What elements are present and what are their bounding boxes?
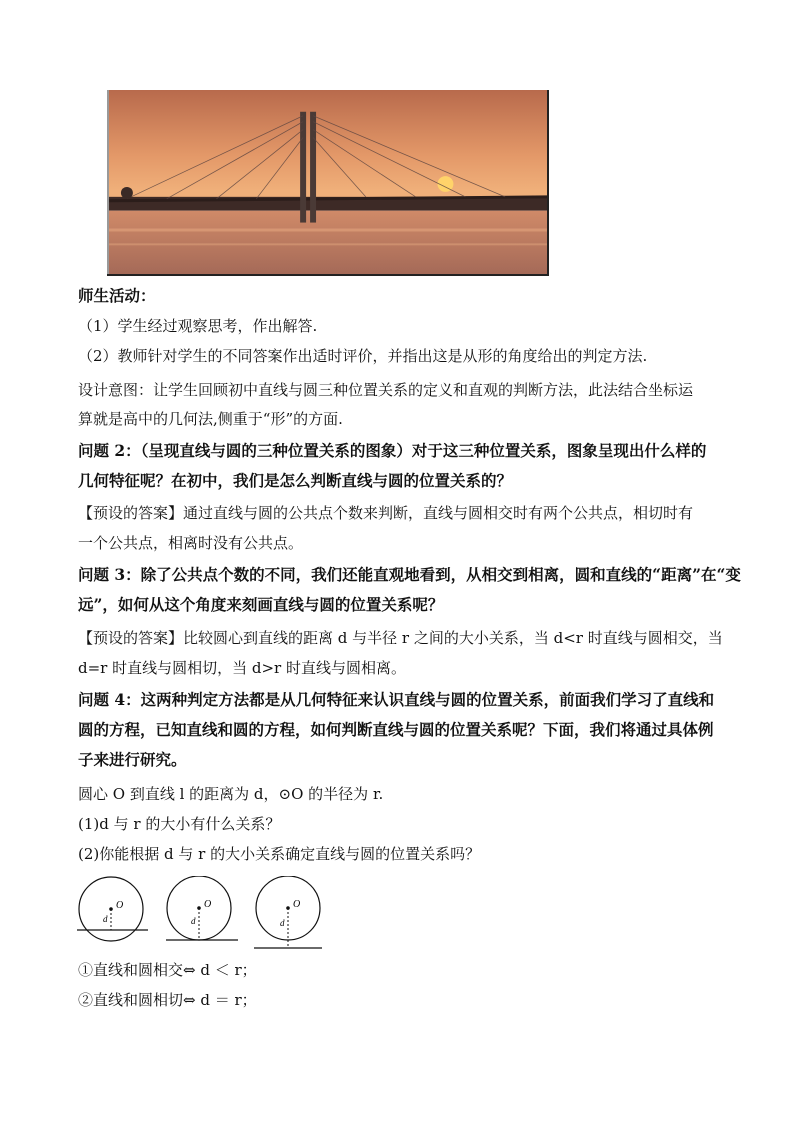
activity-item-1: （1）学生经过观察思考，作出解答.	[78, 317, 318, 335]
question-4-line-3: 子来进行研究。	[78, 750, 187, 769]
question-4-line-2: 圆的方程，已知直线和圆的方程，如何判断直线与圆的位置关系呢？下面，我们将通过具体例	[78, 720, 714, 739]
figures-svg	[74, 876, 334, 952]
setup-question-2: (2)你能根据 d 与 r 的大小关系确定直线与圆的位置关系吗？	[78, 845, 481, 863]
result-tangent: ②直线和圆相切⇔ d ＝ r；	[78, 991, 257, 1009]
setup-question-1: (1)d 与 r 的大小有什么关系？	[78, 815, 281, 833]
fig1-d-label: d	[103, 914, 108, 924]
fig2-d-label: d	[191, 916, 196, 926]
figure-tangent	[166, 876, 238, 940]
q2-answer-line-1: 【预设的答案】通过直线与圆的公共点个数来判断，直线与圆相交时有两个公共点，相切时有	[78, 504, 694, 522]
line-circle-figures	[74, 876, 334, 952]
fig2-center-label: O	[204, 899, 212, 910]
photo-image	[107, 90, 547, 274]
setup-line: 圆心 O 到直线 l 的距离为 d，⊙O 的半径为 r.	[78, 785, 384, 803]
figure-intersect	[77, 877, 148, 941]
fig3-center-label: O	[293, 899, 301, 910]
activity-item-2: （2）教师针对学生的不同答案作出适时评价，并指出这是从形的角度给出的判定方法.	[78, 347, 648, 365]
question-2-line-2: 几何特征呢？在初中，我们是怎么判断直线与圆的位置关系的？	[78, 471, 513, 490]
question-4-line-1: 问题 4：这两种判定方法都是从几何特征来认识直线与圆的位置关系，前面我们学习了直线和	[78, 690, 715, 709]
question-2-line-1: 问题 2：（呈现直线与圆的三种位置关系的图象）对于这三种位置关系，图象呈现出什么样的	[78, 441, 707, 460]
fig3-d-label: d	[280, 918, 285, 928]
figure-separate	[254, 876, 322, 948]
q2-answer-line-2: 一个公共点，相离时没有公共点。	[78, 534, 304, 552]
design-intent-line-1: 设计意图：让学生回顾初中直线与圆三种位置关系的定义和直观的判断方法，此法结合坐标运	[78, 381, 694, 399]
fig1-center-label: O	[116, 900, 124, 911]
question-3-line-2: 远”，如何从这个角度来刻画直线与圆的位置关系呢？	[78, 595, 444, 614]
q3-answer-line-2: d=r 时直线与圆相切，当 d>r 时直线与圆相离。	[78, 659, 406, 677]
question-3-line-1: 问题 3：除了公共点个数的不同，我们还能直观地看到，从相交到相离，圆和直线的“距离”在“变	[78, 565, 741, 584]
result-intersect: ①直线和圆相交⇔ d ＜ r；	[78, 961, 257, 979]
design-intent-line-2: 算就是高中的几何法,侧重于“形”的方面.	[78, 410, 343, 428]
bridge-sunset-photo	[107, 90, 549, 276]
q3-answer-line-1: 【预设的答案】比较圆心到直线的距离 d 与半径 r 之间的大小关系，当 d<r 时直线与圆相交，当	[78, 629, 723, 647]
activity-heading: 师生活动：	[78, 286, 156, 305]
